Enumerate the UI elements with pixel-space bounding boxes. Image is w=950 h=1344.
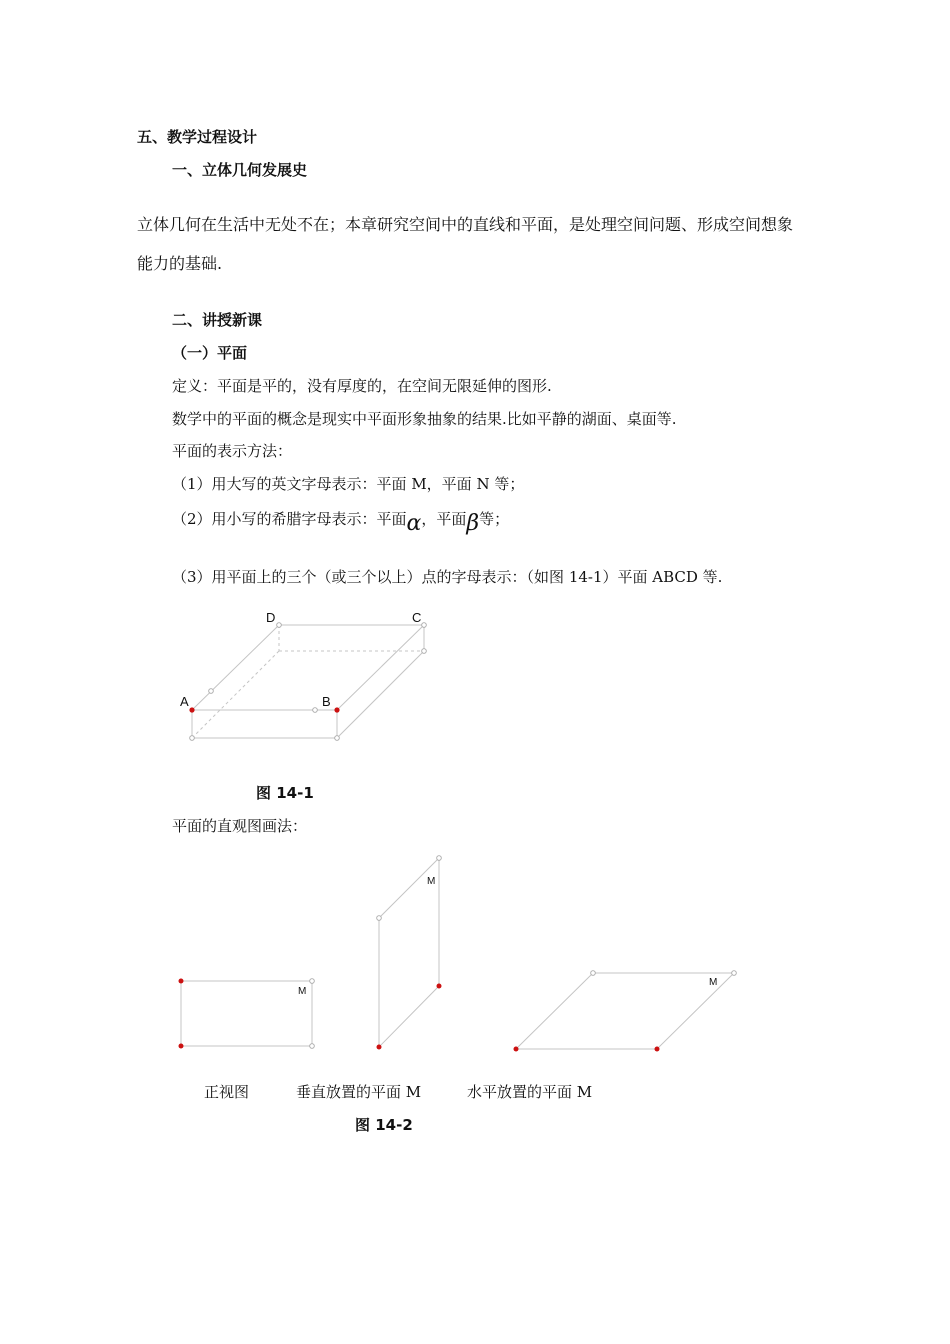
label-a: A bbox=[180, 694, 189, 709]
method-1: （1）用大写的英文字母表示：平面 M，平面 N 等； bbox=[172, 475, 525, 493]
horizontal-plane-point-top-right bbox=[732, 971, 737, 976]
method-2-text-a: （2）用小写的希腊字母表示：平面 bbox=[172, 510, 407, 528]
front-view-point-top-left bbox=[179, 979, 184, 984]
label-d: D bbox=[266, 610, 276, 625]
front-view-point-bottom-left bbox=[179, 1044, 184, 1049]
front-view-rect bbox=[181, 981, 312, 1046]
part2-heading: 二、讲授新课 bbox=[172, 311, 263, 329]
alpha-symbol: α bbox=[406, 511, 422, 536]
intro-line-1: 立体几何在生活中无处不在；本章研究空间中的直线和平面，是处理空间问题、形成空间想象 bbox=[137, 215, 794, 234]
front-view-label-m: M bbox=[298, 986, 307, 997]
intro-line-2: 能力的基础. bbox=[137, 254, 223, 273]
methods-title: 平面的表示方法： bbox=[172, 442, 293, 460]
vertical-plane bbox=[377, 856, 442, 1050]
method-2-text-c: 等； bbox=[479, 510, 510, 528]
beta-symbol: β bbox=[466, 511, 480, 536]
vertical-plane-point-bottom-right bbox=[437, 984, 442, 989]
vertical-plane-point-top-left bbox=[377, 916, 382, 921]
plane-subheading: （一）平面 bbox=[172, 344, 248, 362]
horizontal-plane-point-bottom-left bbox=[514, 1047, 519, 1052]
front-view-point-top-right bbox=[310, 979, 315, 984]
figure-14-2-caption: 图 14-2 bbox=[355, 1116, 413, 1134]
vertical-plane-label-m: M bbox=[427, 876, 436, 887]
horizontal-plane-label-m: M bbox=[709, 977, 718, 988]
horizontal-plane-point-bottom-right bbox=[655, 1047, 660, 1052]
plane-concept: 数学中的平面的概念是现实中平面形象抽象的结果.比如平静的湖面、桌面等. bbox=[172, 410, 677, 428]
caption-front-view: 正视图 bbox=[204, 1083, 250, 1101]
figure-14-1-caption: 图 14-1 bbox=[256, 784, 314, 802]
label-c: C bbox=[412, 610, 422, 625]
caption-vertical-plane: 垂直放置的平面 M bbox=[296, 1083, 422, 1101]
drawing-method-title: 平面的直观图画法： bbox=[172, 817, 308, 835]
caption-horizontal-plane: 水平放置的平面 M bbox=[467, 1083, 593, 1101]
horizontal-plane-shape bbox=[516, 973, 734, 1049]
front-view-point-bottom-right bbox=[310, 1044, 315, 1049]
vertical-plane-point-bottom-left bbox=[377, 1045, 382, 1050]
front-view-plane bbox=[179, 979, 315, 1049]
label-b: B bbox=[322, 694, 331, 709]
horizontal-plane bbox=[514, 971, 737, 1052]
section-heading: 五、教学过程设计 bbox=[137, 128, 258, 146]
method-2-text-b: ，平面 bbox=[421, 510, 467, 528]
plane-definition: 定义：平面是平的，没有厚度的，在空间无限延伸的图形. bbox=[172, 377, 552, 395]
horizontal-plane-point-top-left bbox=[591, 971, 596, 976]
part1-heading: 一、立体几何发展史 bbox=[172, 161, 308, 179]
vertical-plane-point-top-right bbox=[437, 856, 442, 861]
method-3: （3）用平面上的三个（或三个以上）点的字母表示：（如图 14-1）平面 ABCD 等. bbox=[172, 568, 723, 586]
